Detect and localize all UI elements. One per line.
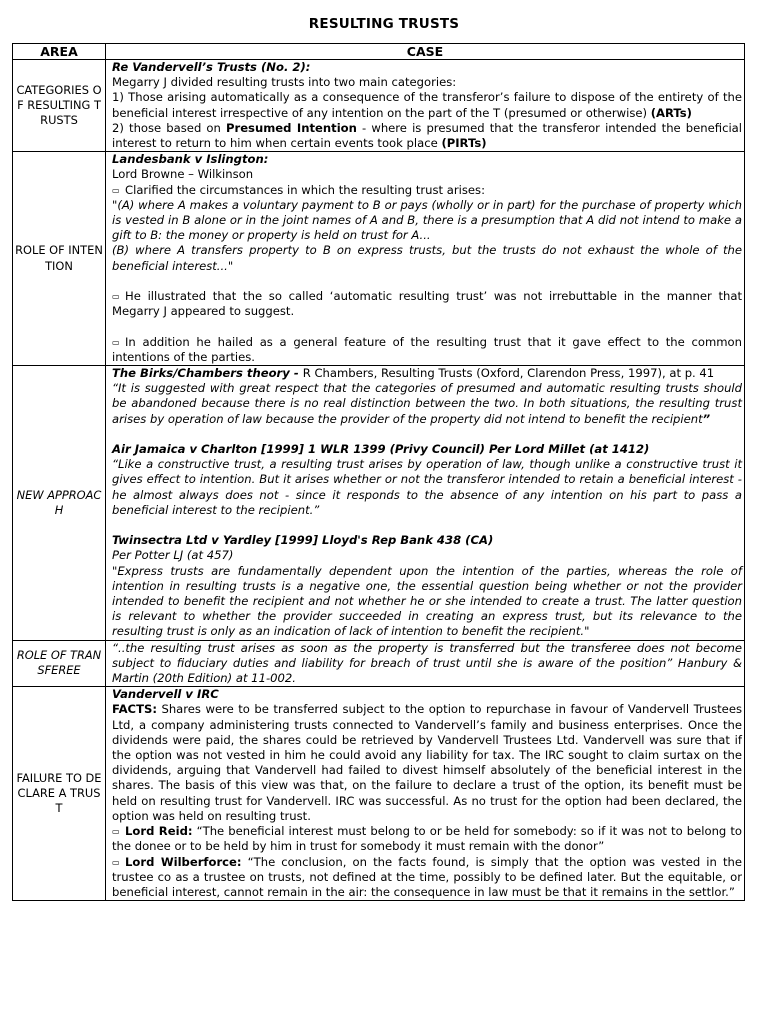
case-text: 1) Those arising automatically as a consequence of the transferor’s failure to dispose of the entirety of the beneficial interest irrespective of any intention on the part of the T (presumed or otherwise) (ARTs) <box>112 90 742 120</box>
area-cell: NEW APPROACH <box>13 366 106 641</box>
case-heading: Vandervell v IRC <box>112 687 219 702</box>
table-row <box>13 640 745 687</box>
bullet-icon: ▭ <box>112 827 120 837</box>
case-heading: The Birks/Chambers theory - R Chambers, Resulting Trusts (Oxford, Clarendon Press, 1997), at p. 41 <box>112 366 715 381</box>
case-text: Megarry J divided resulting trusts into two main categories: <box>112 75 457 90</box>
area-column-header: AREA <box>13 44 106 60</box>
case-text: ▭ Clarified the circumstances in which the resulting trust arises: <box>112 182 485 197</box>
case-cell <box>106 640 745 687</box>
area-cell: ROLE OF INTENTION <box>13 152 106 366</box>
quote-text: “It is suggested with great respect that the categories of presumed and automatic resulting trusts should be abandoned because there is no real distinction between the two. In both situations, the resulting trust arises by operation of law because the provider of the property did not intend to benefit the recipient” <box>112 381 742 426</box>
table-row <box>13 60 745 152</box>
case-text: FACTS: Shares were to be transferred subject to the option to repurchase in favour of Vandervell Trustees Ltd, a company administering trusts connected to Vandervell’s family and business enterprises. Once the dividends were paid, the shares could be retrieved by Vandervell Trustees Ltd. Vandervell was sure that if the option was not vested in him he could avoid any liability for tax. The IRC sought to claim surtax on the dividends, arguing that Vandervell had failed to divest himself absolutely of the beneficial interest in the shares. The basis of this view was that, on the failure to declare a trust of the option, its benefit must be held on resulting trust for Vandervell. IRC was successful. As no trust for the option had been declared, the option was held on resulting trust. <box>112 702 742 823</box>
table-header-row <box>13 44 745 60</box>
case-heading: Landesbank v Islington: <box>112 152 269 167</box>
quote-text: "Express trusts are fundamentally dependent upon the intention of the parties, whereas the role of intention in resulting trusts is a negative one, the essential question being whether or not the provider intended to benefit the recipient and not whether he or she intended to create a trust. The latter question is relevant to whether the provider succeeded in creating an express trust, but its relevance to the resulting trust is only as an indication of lack of intention to benefit the recipient." <box>112 563 742 639</box>
quote-text: “..the resulting trust arises as soon as the property is transferred but the transferee does not become subject to fiduciary duties and liability for breach of trust until she is aware of the position” Hanbury & Martin (20th Edition) at 11-002. <box>112 640 742 686</box>
quote-text: "(A) where A makes a voluntary payment to B or pays (wholly or in part) for the purchase of property which is vested in B alone or in the joint names of A and B, there is a presumption that A did not intend to make a gift to B: the money or property is held on trust for A... <box>112 197 742 243</box>
bullet-icon: ▭ <box>112 185 120 195</box>
case-text: Lord Browne – Wilkinson <box>112 167 254 182</box>
case-heading: Twinsectra Ltd v Yardley [1999] Lloyd's Rep Bank 438 (CA) <box>112 533 494 548</box>
bullet-icon: ▭ <box>112 857 120 867</box>
case-cell <box>106 152 745 366</box>
quote-text: (B) where A transfers property to B on express trusts, but the trusts do not exhaust the whole of the beneficial interest..." <box>112 243 742 273</box>
bullet-icon: ▭ <box>112 337 120 347</box>
bullet-icon: ▭ <box>112 292 120 302</box>
case-text: 2) those based on Presumed Intention - where is presumed that the transferor intended the beneficial interest to return to him when certain events took place (PIRTs) <box>112 120 742 151</box>
case-heading: Air Jamaica v Charlton [1999] 1 WLR 1399 (Privy Council) Per Lord Millet (at 1412) <box>112 442 650 457</box>
case-heading: Re Vandervell’s Trusts (No. 2): <box>112 60 311 74</box>
cases-table <box>12 43 745 901</box>
case-text: ▭ In addition he hailed as a general feature of the resulting trust that it gave effect to the common intentions of the parties. <box>112 334 742 364</box>
case-text: ▭ Lord Wilberforce: “The conclusion, on the facts found, is simply that the option was vested in the trustee co as a trustee on trusts, not defined at the time, possibly to be defined later. But the equitable, or beneficial interest, cannot remain in the air: the consequence in law must be that it remains in the settlor.” <box>112 854 742 899</box>
page-title: RESULTING TRUSTS <box>308 16 460 32</box>
case-text: ▭ He illustrated that the so called ‘automatic resulting trust’ was not irrebuttable in the manner that Megarry J appeared to suggest. <box>112 289 742 319</box>
table-row <box>13 152 745 366</box>
case-text: ▭ Lord Reid: “The beneficial interest must belong to or be held for somebody: so if it was not to belong to the donee or to be held by him in trust for somebody it must remain with the donor” <box>112 824 743 854</box>
case-cell <box>106 366 745 641</box>
case-cell <box>106 60 745 152</box>
case-column-header: CASE <box>106 44 745 60</box>
area-cell: ROLE OF TRANSFEREE <box>13 640 106 687</box>
quote-text: “Like a constructive trust, a resulting trust arises by operation of law, though unlike a constructive trust it gives effect to intention. But it arises whether or not the transferor intended to retain a beneficial interest - he almost always does not - since it responds to the absence of any intention on his part to pass a beneficial interest to the recipient.” <box>112 457 742 517</box>
area-cell: FAILURE TO DECLARE A TRUST <box>13 687 106 901</box>
table-row <box>13 366 745 641</box>
table-row <box>13 687 745 901</box>
case-cell <box>106 687 745 901</box>
area-cell: CATEGORIES OF RESULTING TRUSTS <box>13 60 106 152</box>
case-text: Per Potter LJ (at 457) <box>112 548 234 563</box>
